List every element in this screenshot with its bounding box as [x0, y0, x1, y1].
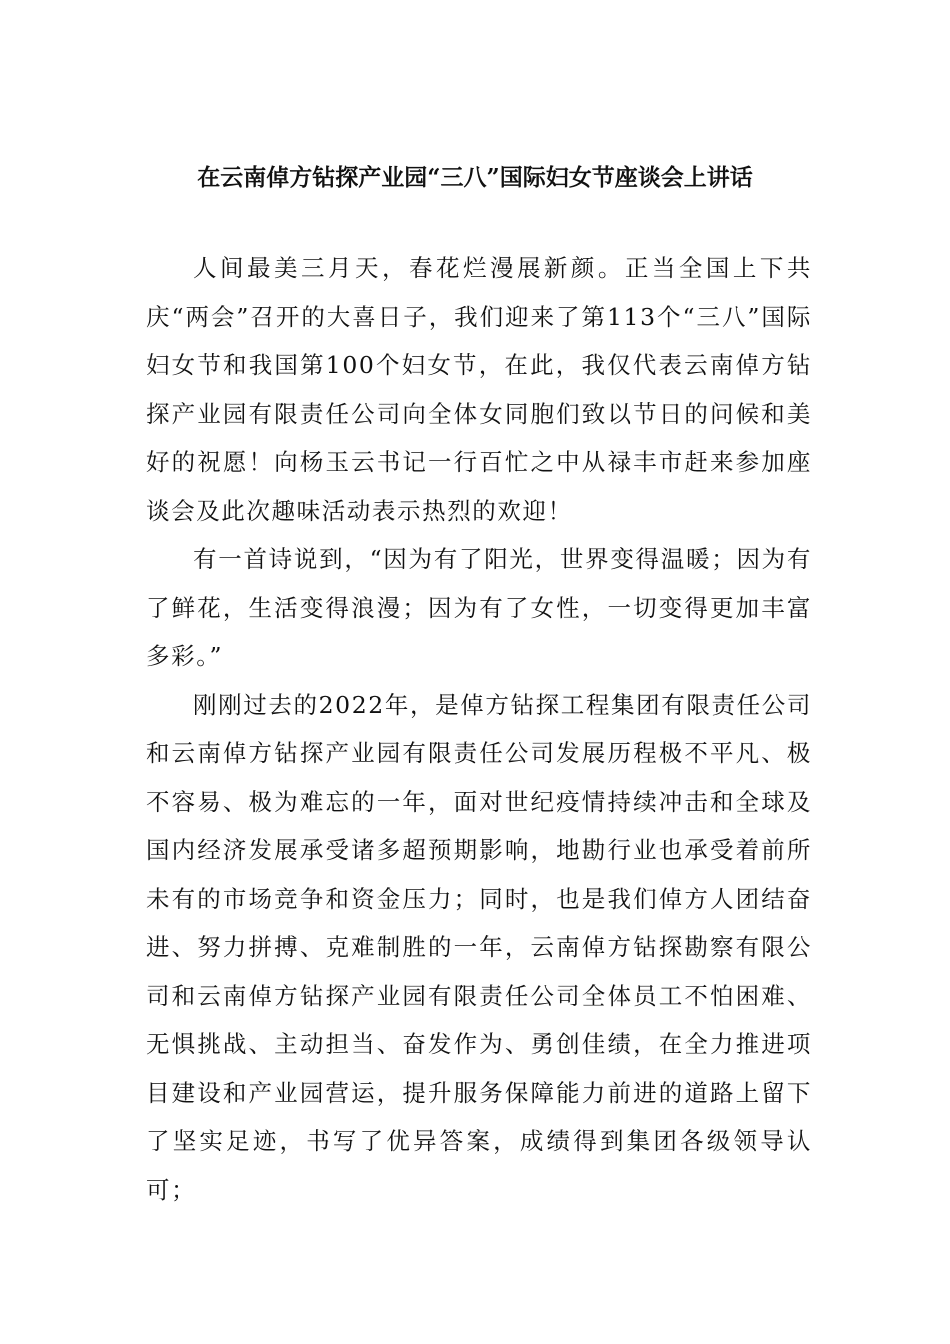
paragraph-3: 刚刚过去的2022年，是倬方钻探工程集团有限责任公司和云南倬方钻探产业园有限责任公司发展历程极不平凡、极不容易、极为难忘的一年，面对世纪疫情持续冲击和全球及国内经济发展承受诸多超预期影响，地勘行业也承受着前所未有的市场竞争和资金压力；同时，也是我们倬方人团结奋进、努力拼搏、克难制胜的一年，云南倬方钻探勘察有限公司和云南倬方钻探产业园有限责任公司全体员工不怕困难、无惧挑战、主动担当、奋发作为、勇创佳绩，在全力推进项目建设和产业园营运，提升服务保障能力前进的道路上留下了坚实足迹，书写了优异答案，成绩得到集团各级领导认可；	[146, 690, 812, 1204]
document-title: 在云南倬方钻探产业园“三八”国际妇女节座谈会上讲话	[197, 164, 753, 191]
paragraph-2: 有一首诗说到，“因为有了阳光，世界变得温暖；因为有了鲜花，生活变得浪漫；因为有了女性，一切变得更加丰富多彩。”	[146, 545, 812, 670]
paragraph-1: 人间最美三月天，春花烂漫展新颜。正当全国上下共庆“两会”召开的大喜日子，我们迎来了第113个“三八”国际妇女节和我国第100个妇女节，在此，我仅代表云南倬方钻探产业园有限责任公司向全体女同胞们致以节日的问候和美好的祝愿！向杨玉云书记一行百忙之中从禄丰市赶来参加座谈会及此次趣味活动表示热烈的欢迎！	[146, 254, 812, 525]
document-body	[146, 244, 812, 1214]
